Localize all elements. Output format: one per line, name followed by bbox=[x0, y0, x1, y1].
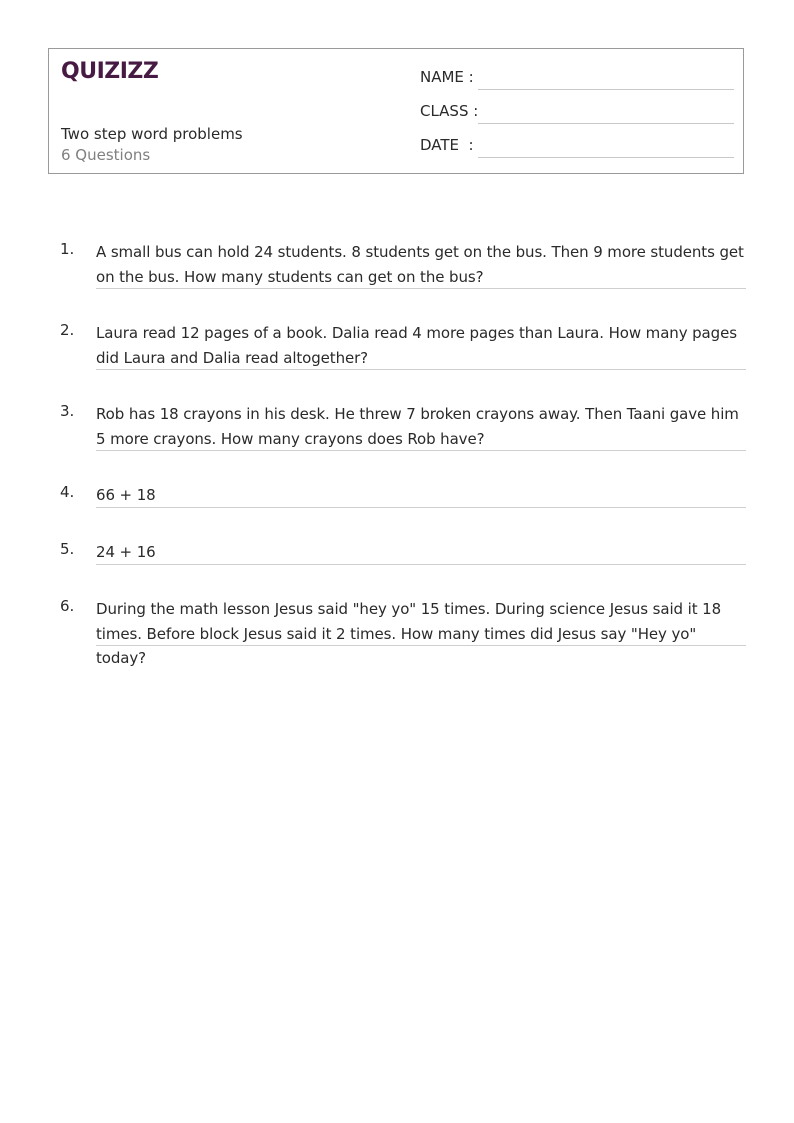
question-text: 24 + 16 bbox=[96, 543, 156, 561]
question-text: A small bus can hold 24 students. 8 students get on the bus. Then 9 more students get on the bus. How many students can get on the bus? bbox=[96, 243, 744, 286]
worksheet-title: Two step word problems bbox=[61, 125, 243, 143]
answer-line[interactable] bbox=[96, 507, 746, 508]
answer-line[interactable] bbox=[96, 288, 746, 289]
answer-line[interactable] bbox=[96, 450, 746, 451]
name-label: NAME : bbox=[420, 68, 474, 86]
question-count: 6 Questions bbox=[61, 146, 151, 164]
date-label: DATE : bbox=[420, 136, 474, 154]
answer-line[interactable] bbox=[96, 564, 746, 565]
date-field[interactable] bbox=[478, 157, 734, 158]
worksheet-header bbox=[48, 48, 744, 174]
question-number: 4. bbox=[60, 483, 75, 501]
question-text: Laura read 12 pages of a book. Dalia read 4 more pages than Laura. How many pages did Laura and Dalia read altogether? bbox=[96, 324, 737, 367]
question-number: 2. bbox=[60, 321, 75, 339]
quizizz-logo: QUIZIZZ bbox=[61, 59, 159, 84]
answer-line[interactable] bbox=[96, 369, 746, 370]
question-number: 5. bbox=[60, 540, 75, 558]
question-text: 66 + 18 bbox=[96, 486, 156, 504]
question-number: 6. bbox=[60, 597, 75, 615]
question-number: 3. bbox=[60, 402, 75, 420]
class-field[interactable] bbox=[478, 123, 734, 124]
question-text: Rob has 18 crayons in his desk. He threw 7 broken crayons away. Then Taani gave him 5 more crayons. How many crayons does Rob have? bbox=[96, 405, 739, 448]
class-label: CLASS : bbox=[420, 102, 479, 120]
question-number: 1. bbox=[60, 240, 75, 258]
name-field[interactable] bbox=[478, 89, 734, 90]
question-text: During the math lesson Jesus said "hey yo" 15 times. During science Jesus said it 18 times. Before block Jesus said it 2 times. How many times did Jesus say "Hey yo" today? bbox=[96, 600, 722, 667]
answer-line[interactable] bbox=[96, 645, 746, 646]
